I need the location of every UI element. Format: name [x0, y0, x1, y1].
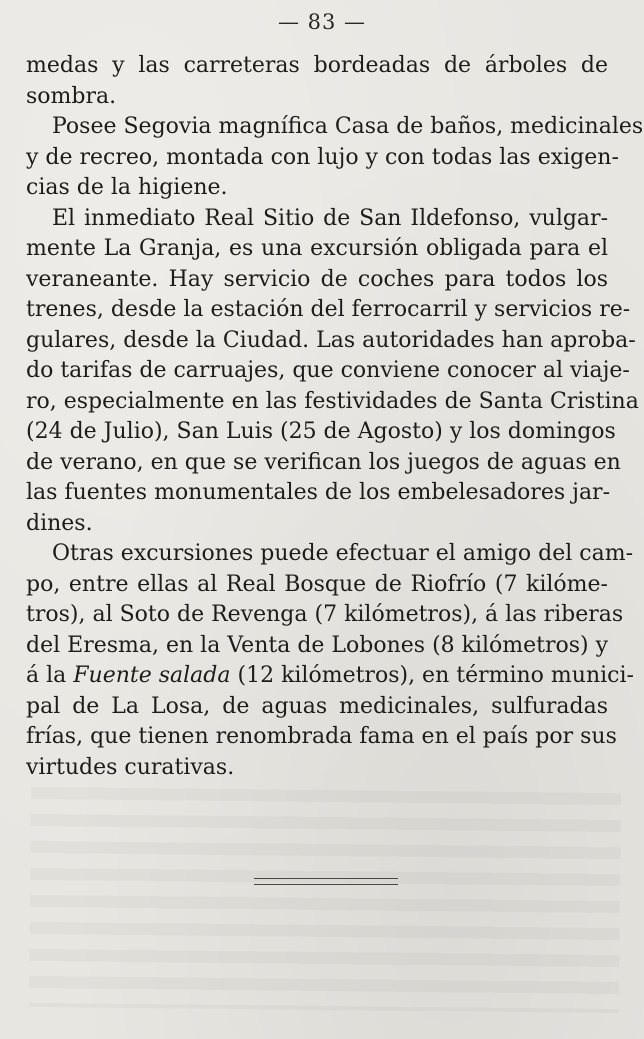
text-line: las fuentes monumentales de los embelesadores jar-	[26, 480, 611, 505]
text-line: ro, especialmente en las festividades de Santa Cristina	[26, 388, 639, 414]
paragraph-3	[26, 204, 639, 540]
text-line-with-italic	[26, 661, 634, 692]
text-line: del Eresma, en la Venta de Lobones (8 kilómetros) y	[26, 632, 609, 658]
text-line: cias de la higiene.	[26, 175, 228, 200]
text-fragment: (12 kilómetros), en término munici-	[230, 663, 634, 688]
text-line: virtudes curativas.	[26, 754, 235, 780]
section-end-rule	[254, 878, 398, 885]
text-line: Otras excursiones puede efectuar el amigo del cam-	[52, 541, 634, 566]
text-line: y de recreo, montada con lujo y con todas las exigen-	[26, 144, 619, 170]
text-line: gulares, desde la Ciudad. Las autoridades han aproba-	[26, 327, 636, 353]
text-line: do tarifas de carruajes, que conviene conocer al viaje-	[26, 358, 630, 383]
text-line: veraneante. Hay servicio de coches para todos los	[26, 266, 608, 292]
paragraph-4	[26, 539, 634, 783]
paragraph-1	[26, 51, 608, 112]
text-line: dines.	[26, 510, 93, 536]
text-line: El inmediato Real Sitio de San Ildefonso, vulgar-	[52, 205, 608, 231]
text-line: medas y las carreteras bordeadas de árboles de	[26, 53, 608, 78]
italic-place-name: Fuente salada	[73, 663, 231, 688]
text-line: de verano, en que se verifican los juegos de aguas en	[26, 449, 621, 475]
text-line: (24 de Julio), San Luis (25 de Agosto) y los domingos	[26, 419, 616, 444]
paragraph-2	[26, 112, 644, 204]
text-line: Posee Segovia magnífica Casa de baños, medicinales	[52, 114, 644, 139]
page-number: — 83 —	[277, 10, 367, 34]
text-line: trenes, desde la estación del ferrocarril y servicios re-	[26, 297, 631, 322]
text-line: sombra.	[26, 83, 117, 109]
text-line: po, entre ellas al Real Bosque de Riofrío (7 kilóme-	[26, 571, 608, 597]
text-line: tros), al Soto de Revenga (7 kilómetros), á las riberas	[26, 602, 624, 627]
text-line: frías, que tienen renombrada fama en el país por sus	[26, 724, 617, 749]
bleed-through-shadow	[29, 787, 621, 1013]
text-line: pal de La Losa, de aguas medicinales, sulfuradas	[26, 693, 608, 719]
body-text	[26, 51, 644, 783]
text-line: mente La Granja, es una excursión obligada para el	[26, 236, 608, 261]
text-fragment: á la	[26, 663, 74, 688]
